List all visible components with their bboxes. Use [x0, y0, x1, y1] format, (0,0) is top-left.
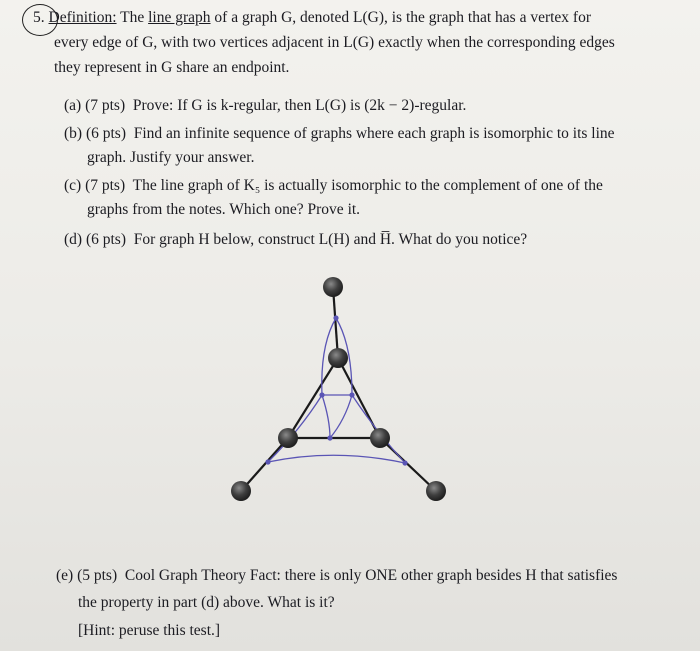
vertex-bottom-right [426, 481, 446, 501]
edge-right-bottom [380, 438, 436, 491]
pen-dot [333, 315, 338, 320]
part-b-line-2: graph. Justify your answer. [87, 149, 255, 166]
pen-curve-left [322, 318, 336, 438]
defined-term: line graph [148, 9, 211, 26]
pen-dot [319, 392, 324, 397]
pen-bottom-arc [268, 455, 405, 463]
part-c: (c) (7 pts) The line graph of K₅ is actually isomorphic to the complement of one of the [64, 177, 603, 194]
vertex-top [323, 277, 343, 297]
pen-dot [265, 459, 270, 464]
problem-number: 5. [33, 9, 45, 26]
vertex-middle-right [370, 428, 390, 448]
part-e: (e) (5 pts) Cool Graph Theory Fact: there is only ONE other graph besides H that satisfies [56, 567, 618, 584]
part-c-line-2: graphs from the notes. Which one? Prove it. [87, 201, 361, 218]
definition-line-1: 5. Definition: The line graph of a graph G, denoted L(G), is the graph that has a vertex for [33, 9, 592, 26]
part-e-hint: [Hint: peruse this test.] [78, 622, 221, 639]
vertex-upper-middle [328, 348, 348, 368]
definition-line-2: every edge of G, with two vertices adjacent in L(G) exactly when the corresponding edges [54, 34, 615, 51]
pen-dot [402, 460, 407, 465]
definition-line-3: they represent in G share an endpoint. [54, 59, 290, 76]
pen-dot [327, 435, 332, 440]
part-a: (a) (7 pts) Prove: If G is k-regular, then L(G) is (2k − 2)-regular. [64, 97, 467, 114]
edge-left-bottom [241, 438, 288, 491]
edge-upper-left [288, 358, 338, 438]
part-e-line-2: the property in part (d) above. What is it? [78, 594, 335, 611]
pen-dot [349, 392, 354, 397]
part-d: (d) (6 pts) For graph H below, construct L(H) and H̅. What do you notice? [64, 231, 528, 248]
definition-label: Definition: [48, 9, 117, 26]
vertex-bottom-left [231, 481, 251, 501]
vertex-middle-left [278, 428, 298, 448]
part-b: (b) (6 pts) Find an infinite sequence of graphs where each graph is isomorphic to its line [64, 125, 615, 142]
